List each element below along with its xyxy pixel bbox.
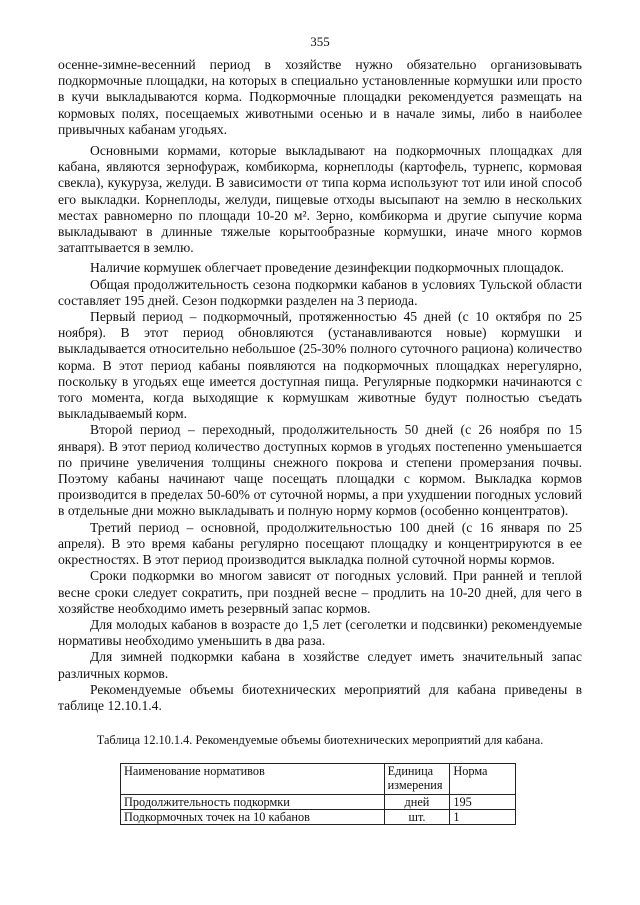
paragraph-1: осенне-зимне-весенний период в хозяйстве нужно обязательно организовывать подкормочные площадки, на которых в специально установленные кормушки или просто в кучи выкладываются корма. Подкормочные площадки рекомендуется размещать на кормовых полях, посещаемых животными осенью и в начале зимы, либо в наиболее привычных кабанам угодьях.	[58, 57, 582, 137]
paragraph-11: Рекомендуемые объемы биотехнических мероприятий для кабана приведены в таблице 12.10.1.4.	[58, 681, 582, 713]
cell-norm: 195	[450, 795, 516, 810]
paragraph-6: Второй период – переходный, продолжительность 50 дней (с 26 ноября по 15 января). В этот период количество доступных кормов в угодьях постепенно уменьшается по причине увеличения толщины снежного покрова и степени промерзания почвы. Поэтому кабаны начинают чаще посещать площадки с кормом. Выкладка кормов производится в пределах 50-60% от суточной нормы, а при ухудшении погодных условий в отдельные дни можно выкладывать и полную норму кормов (особенно концентратов).	[58, 422, 582, 519]
table-header-row	[121, 764, 516, 795]
cell-norm: 1	[450, 810, 516, 825]
paragraph-10: Для зимней подкормки кабана в хозяйстве следует иметь значительный запас различных кормов.	[58, 649, 582, 681]
body-text	[58, 57, 582, 714]
table-caption: Таблица 12.10.1.4. Рекомендуемые объемы биотехнических мероприятий для кабана.	[96, 733, 544, 747]
cell-name: Подкормочных точек на 10 кабанов	[121, 810, 385, 825]
paragraph-8: Сроки подкормки во многом зависят от погодных условий. При ранней и теплой весне сроки следует сократить, при поздней весне – продлить на 10-20 дней, для чего в хозяйстве необходимо иметь резервный запас кормов.	[58, 568, 582, 616]
paragraph-7: Третий период – основной, продолжительностью 100 дней (с 16 января по 25 апреля). В это время кабаны регулярно посещают площадку и концентрируются в ее окрестностях. В этот период производится выкладка полной суточной нормы кормов.	[58, 519, 582, 568]
norms-table	[120, 763, 516, 825]
header-name: Наименование нормативов	[121, 764, 385, 795]
table-row	[121, 810, 516, 825]
paragraph-2: Основными кормами, которые выкладывают на подкормочных площадках для кабана, являются зернофураж, комбикорма, корнеплоды (картофель, турнепс, кормовая свекла), кукуруза, желуди. В зависимости от типа корма используют тот или иной способ его выкладки. Корнеплоды, желуди, пищевые отходы высыпают на землю в нескольких местах равномерно по площади 10-20 м². Зерно, комбикорма и другие сыпучие корма выкладывают в длинные тяжелые корытообразные кормушки, иначе много кормов затаптывается в землю.	[58, 143, 582, 256]
cell-unit: шт.	[384, 810, 450, 825]
cell-unit: дней	[384, 795, 450, 810]
cell-name: Продолжительность подкормки	[121, 795, 385, 810]
header-unit: Единица измерения	[384, 764, 450, 795]
table-row	[121, 795, 516, 810]
paragraph-5: Первый период – подкормочный, протяженностью 45 дней (с 10 октября по 25 ноября). В этот период обновляются (устанавливаются новые) кормушки и выкладывается относительно небольшое (25-30% полного суточного рациона) количество корма. В этот период кабаны появляются на подкормочных площадках нерегулярно, поскольку в угодьях еще имеется доступная пища. Регулярные подкормки начинаются с того момента, когда выходящие к кормушкам животные будут полностью съедать выкладываемый корм.	[58, 309, 582, 422]
paragraph-9: Для молодых кабанов в возрасте до 1,5 лет (сеголетки и подсвинки) рекомендуемые нормативы необходимо уменьшить в два раза.	[58, 616, 582, 649]
header-norm: Норма	[450, 764, 516, 795]
paragraph-3: Наличие кормушек облегчает проведение дезинфекции подкормочных площадок.	[90, 260, 564, 276]
paragraph-4: Общая продолжительность сезона подкормки кабанов в условиях Тульской области составляет 195 дней. Сезон подкормки разделен на 3 периода.	[58, 276, 582, 308]
page-number: 355	[310, 34, 330, 49]
